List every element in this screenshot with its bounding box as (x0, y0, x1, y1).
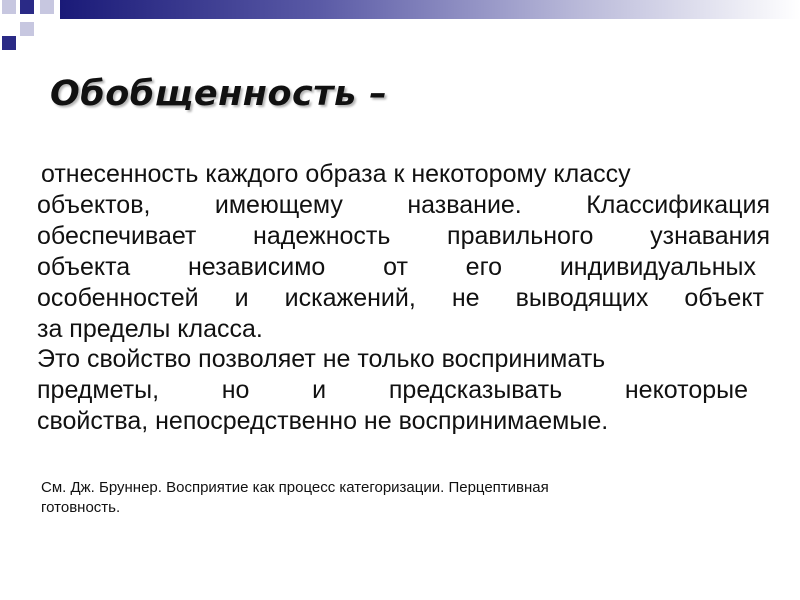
reference-line: готовность. (41, 499, 121, 516)
header-gradient-bar (60, 0, 800, 19)
decor-square (2, 0, 16, 14)
reference-line: См. Дж. Бруннер. Восприятие как процесс категоризации. Перцептивная (41, 479, 549, 496)
text-line: отнесенность каждого образа к некоторому классу (41, 160, 631, 188)
definition-paragraph (37, 159, 770, 345)
text-line: предметы, но и предсказывать некоторые (37, 376, 748, 404)
property-paragraph (37, 344, 754, 437)
text-line: свойства, непосредственно не воспринимаемые. (37, 407, 609, 435)
text-line: за пределы класса. (37, 315, 263, 343)
text-line: объекта независимо от его индивидуальных (37, 253, 756, 281)
decor-square (40, 0, 54, 14)
text-line: объектов, имеющему название. Классификация (37, 191, 770, 219)
text-line: обеспечивает надежность правильного узнавания (37, 222, 770, 250)
decor-square (20, 0, 34, 14)
slide-title: Обобщенность – (50, 74, 388, 114)
text-line: Это свойство позволяет не только воспринимать (37, 345, 606, 373)
reference-note (37, 478, 737, 518)
decor-square (20, 22, 34, 36)
decor-square (2, 36, 16, 50)
text-line: особенностей и искажений, не выводящих объект (37, 284, 764, 312)
